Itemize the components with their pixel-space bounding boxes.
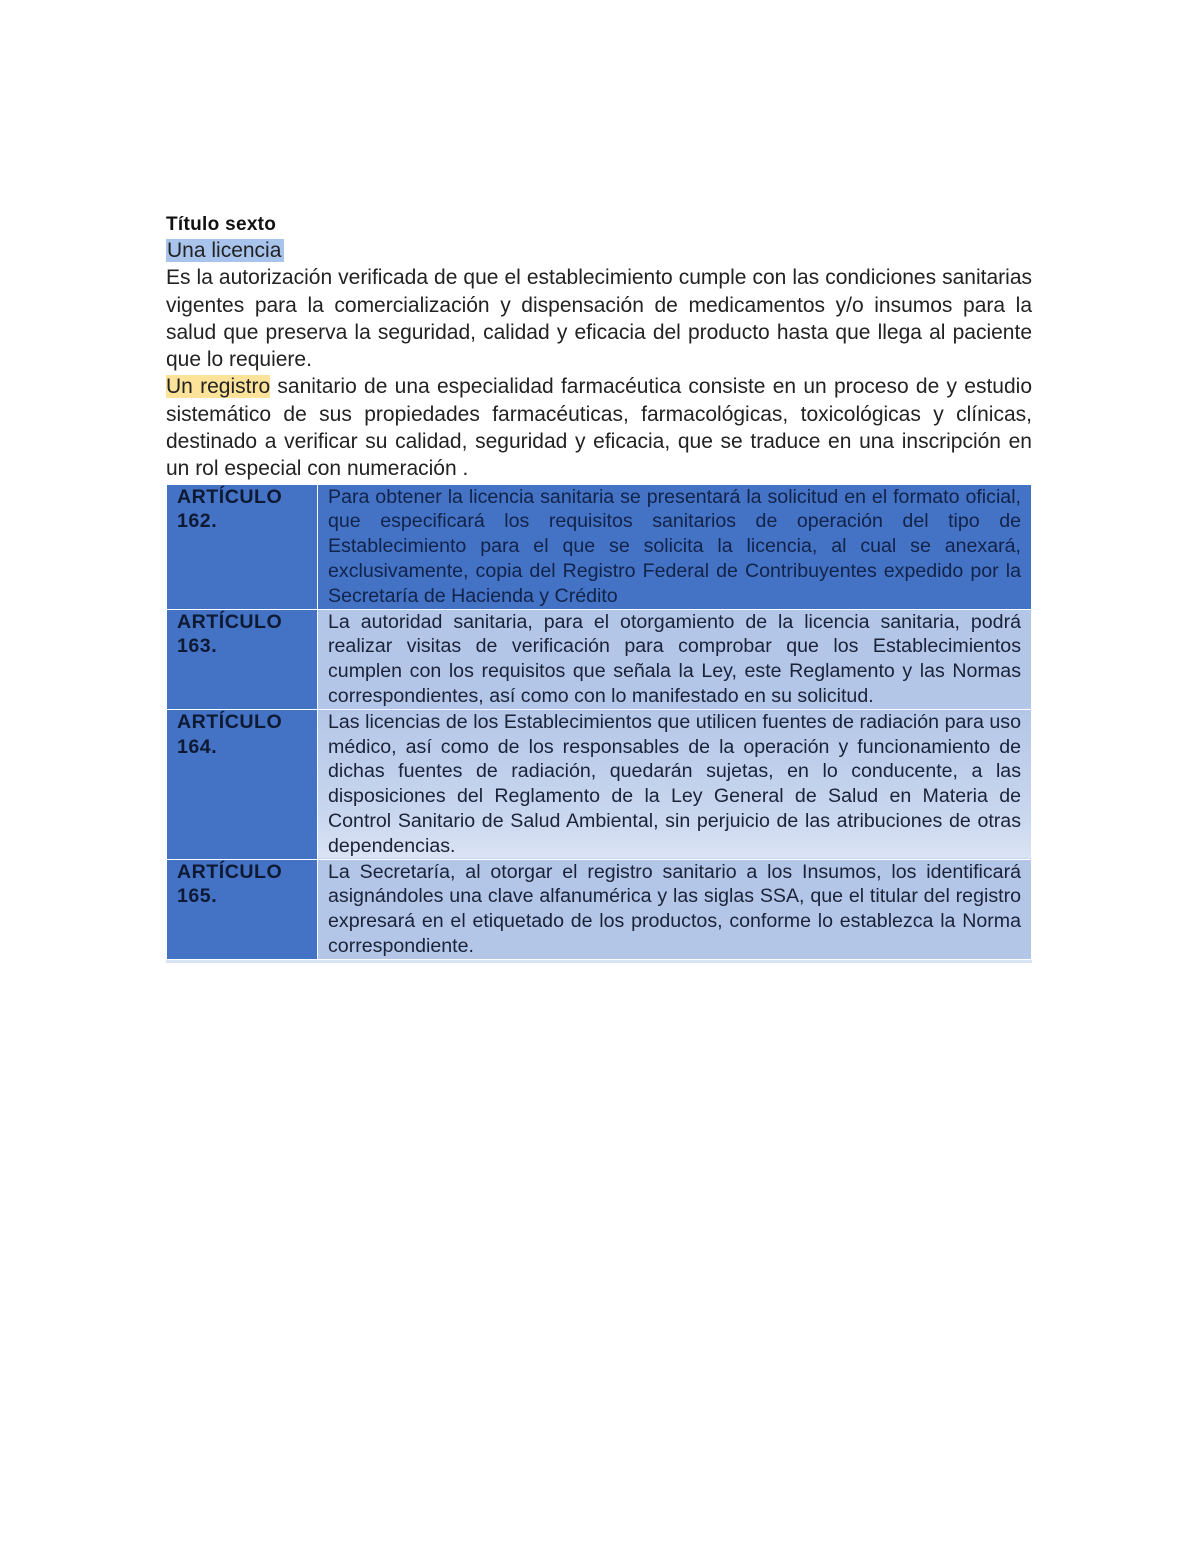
table-row-article-165 [167,859,1032,959]
table-row-article-164 [167,709,1032,859]
definition-registro: sanitario de una especialidad farmacéutica consiste en un proceso de y estudio sistemático de sus propiedades farmacéuticas, farmacológicas, toxicológicas y clínicas, destinado a verificar su calidad, seguridad y eficacia, que se traduce en una inscripción en un rol especial con numeración . [166,375,1033,481]
article-text: La Secretaría, al otorgar el registro sanitario a los Insumos, los identificará asignándoles una clave alfanumérica y las siglas SSA, que el titular del registro expresará en el etiquetado de los productos, conforme lo establezca la Norma correspondiente. [318,859,1032,959]
article-text: Las licencias de los Establecimientos que utilicen fuentes de radiación para uso médico, así como de los responsables de la operación y funcionamiento de dichas fuentes de radiación, quedarán sujetas, en lo conducente, a las disposiciones del Reglamento de la Ley General de Salud en Materia de Control Sanitario de Salud Ambiental, sin perjuicio de las atribuciones de otras dependencias. [318,709,1032,859]
article-text: La autoridad sanitaria, para el otorgamiento de la licencia sanitaria, podrá realizar visitas de verificación para comprobar que los Establecimientos cumplen con los requisitos que señala la Ley, este Reglamento y las Normas correspondientes, así como con lo manifestado en su solicitud. [318,609,1032,709]
articles-table [166,484,1032,960]
section-title: Título sexto [166,214,277,235]
article-label-word: ARTÍCULO [177,710,283,733]
document-page [166,213,1032,963]
article-label [167,609,318,709]
article-number: 162. [177,510,218,533]
table-row-article-163 [167,609,1032,709]
article-label [167,859,318,959]
term-licencia-line [166,237,1032,264]
term-registro: Un registro [166,375,271,399]
table-bottom-border [166,960,1032,963]
article-label-word: ARTÍCULO [177,860,283,883]
article-number: 165. [177,885,218,908]
table-row-article-162 [167,484,1032,609]
article-label [167,484,318,609]
article-label-word: ARTÍCULO [177,485,283,508]
article-label [167,709,318,859]
article-text: Para obtener la licencia sanitaria se presentará la solicitud en el formato oficial, que especificará los requisitos sanitarios de operación del tipo de Establecimiento para el que se solicita la licencia, al cual se anexará, exclusivamente, copia del Registro Federal de Contribuyentes expedido por la Secretaría de Hacienda y Crédito [318,484,1032,609]
term-licencia: Una licencia [166,239,284,262]
definition-licencia: Es la autorización verificada de que el establecimiento cumple con las condiciones sanitarias vigentes para la comercialización y dispensación de medicamentos y/o insumos para la salud que preserva la seguridad, calidad y eficacia del producto hasta que llega al paciente que lo requiere. [166,266,1032,372]
article-number: 164. [177,735,218,758]
article-label-word: ARTÍCULO [177,610,283,633]
definition-registro-paragraph [166,373,1032,482]
article-number: 163. [177,635,218,658]
